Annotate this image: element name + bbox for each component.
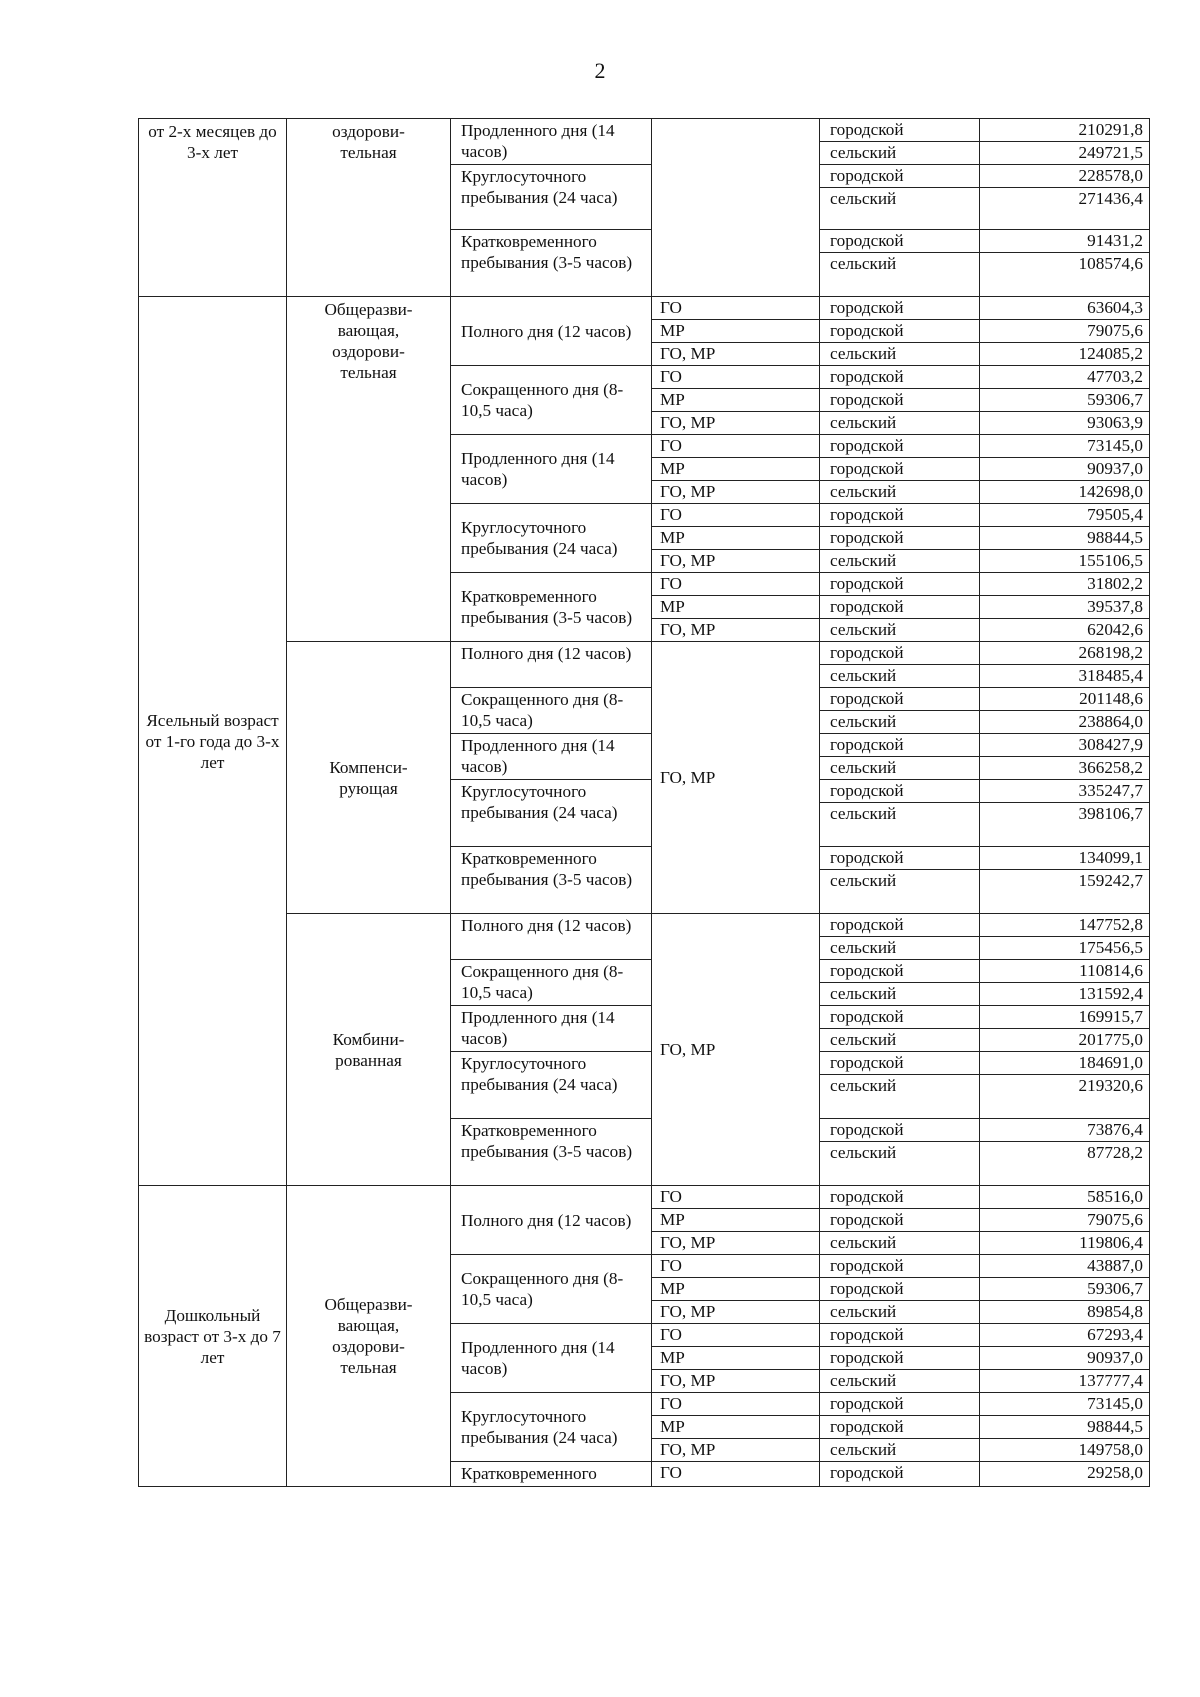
value-cell: 238864,0 bbox=[980, 711, 1150, 734]
settlement-cell: городской bbox=[820, 297, 980, 320]
settlement-cell: городской bbox=[820, 960, 980, 983]
settlement-cell: городской bbox=[820, 389, 980, 412]
value-cell: 31802,2 bbox=[980, 573, 1150, 596]
value-cell: 124085,2 bbox=[980, 343, 1150, 366]
page-number: 2 bbox=[594, 58, 606, 83]
mode-cell: Круглосуточного пребывания (24 часа) bbox=[451, 1052, 652, 1119]
settlement-cell: городской bbox=[820, 1278, 980, 1301]
mode-cell: Кратковременного пребывания (3-5 часов) bbox=[451, 847, 652, 914]
value-cell: 59306,7 bbox=[980, 1278, 1150, 1301]
value-cell: 175456,5 bbox=[980, 937, 1150, 960]
settlement-cell: городской bbox=[820, 458, 980, 481]
municipality-type-cell: ГО, МР bbox=[652, 481, 820, 504]
value-cell: 47703,2 bbox=[980, 366, 1150, 389]
mode-cell: Продленного дня (14 часов) bbox=[451, 119, 652, 165]
age-group-cell: Дошкольный возраст от 3-х до 7 лет bbox=[139, 1186, 287, 1487]
settlement-cell: сельский bbox=[820, 550, 980, 573]
municipality-type-cell: ГО bbox=[652, 366, 820, 389]
mode-cell: Кратковременного пребывания (3-5 часов) bbox=[451, 230, 652, 297]
settlement-cell: городской bbox=[820, 165, 980, 188]
settlement-cell: сельский bbox=[820, 1232, 980, 1255]
municipality-type-cell: МР bbox=[652, 1209, 820, 1232]
municipality-type-cell: ГО, МР bbox=[652, 550, 820, 573]
settlement-cell: сельский bbox=[820, 1370, 980, 1393]
value-cell: 98844,5 bbox=[980, 527, 1150, 550]
settlement-cell: сельский bbox=[820, 757, 980, 780]
mode-cell: Круглосуточного пребывания (24 часа) bbox=[451, 1393, 652, 1462]
settlement-cell: городской bbox=[820, 914, 980, 937]
municipality-type-cell: ГО bbox=[652, 1462, 820, 1487]
mode-cell: Круглосуточного пребывания (24 часа) bbox=[451, 504, 652, 573]
value-cell: 108574,6 bbox=[980, 253, 1150, 297]
value-cell: 210291,8 bbox=[980, 119, 1150, 142]
mode-cell: Круглосуточного пребывания (24 часа) bbox=[451, 165, 652, 230]
municipality-type-cell: ГО, МР bbox=[652, 412, 820, 435]
municipality-type-cell bbox=[652, 119, 820, 297]
settlement-cell: сельский bbox=[820, 665, 980, 688]
value-cell: 59306,7 bbox=[980, 389, 1150, 412]
municipality-type-cell: ГО bbox=[652, 1186, 820, 1209]
value-cell: 169915,7 bbox=[980, 1006, 1150, 1029]
municipality-type-cell: ГО bbox=[652, 297, 820, 320]
municipality-type-cell: ГО bbox=[652, 573, 820, 596]
value-cell: 90937,0 bbox=[980, 1347, 1150, 1370]
mode-cell: Круглосуточного пребывания (24 часа) bbox=[451, 780, 652, 847]
focus-cell: Общеразви- вающая, оздорови- тельная bbox=[287, 297, 451, 642]
settlement-cell: городской bbox=[820, 527, 980, 550]
mode-cell: Кратковременного пребывания (3-5 часов) bbox=[451, 573, 652, 642]
settlement-cell: сельский bbox=[820, 1029, 980, 1052]
municipality-type-cell: МР bbox=[652, 458, 820, 481]
settlement-cell: сельский bbox=[820, 142, 980, 165]
mode-cell: Сокращенного дня (8-10,5 часа) bbox=[451, 688, 652, 734]
mode-cell: Продленного дня (14 часов) bbox=[451, 1324, 652, 1393]
municipality-type-cell: МР bbox=[652, 1416, 820, 1439]
value-cell: 142698,0 bbox=[980, 481, 1150, 504]
value-cell: 90937,0 bbox=[980, 458, 1150, 481]
value-cell: 119806,4 bbox=[980, 1232, 1150, 1255]
settlement-cell: городской bbox=[820, 847, 980, 870]
focus-cell: Компенси- рующая bbox=[287, 642, 451, 914]
municipality-type-cell: МР bbox=[652, 1278, 820, 1301]
value-cell: 335247,7 bbox=[980, 780, 1150, 803]
focus-cell: Комбини- рованная bbox=[287, 914, 451, 1186]
value-cell: 39537,8 bbox=[980, 596, 1150, 619]
value-cell: 89854,8 bbox=[980, 1301, 1150, 1324]
settlement-cell: сельский bbox=[820, 343, 980, 366]
municipality-type-cell: ГО, МР bbox=[652, 1301, 820, 1324]
table-row bbox=[139, 914, 1150, 937]
settlement-cell: городской bbox=[820, 1393, 980, 1416]
municipality-type-cell: ГО bbox=[652, 1324, 820, 1347]
settlement-cell: сельский bbox=[820, 1142, 980, 1186]
value-cell: 58516,0 bbox=[980, 1186, 1150, 1209]
value-cell: 308427,9 bbox=[980, 734, 1150, 757]
value-cell: 62042,6 bbox=[980, 619, 1150, 642]
settlement-cell: городской bbox=[820, 1052, 980, 1075]
settlement-cell: городской bbox=[820, 119, 980, 142]
value-cell: 63604,3 bbox=[980, 297, 1150, 320]
settlement-cell: городской bbox=[820, 1186, 980, 1209]
mode-cell: Полного дня (12 часов) bbox=[451, 1186, 652, 1255]
settlement-cell: городской bbox=[820, 780, 980, 803]
value-cell: 366258,2 bbox=[980, 757, 1150, 780]
settlement-cell: городской bbox=[820, 1255, 980, 1278]
cost-table bbox=[138, 118, 1150, 1487]
value-cell: 73876,4 bbox=[980, 1119, 1150, 1142]
mode-cell: Полного дня (12 часов) bbox=[451, 642, 652, 688]
table-row bbox=[139, 642, 1150, 665]
age-group-cell: от 2-х месяцев до 3-х лет bbox=[139, 119, 287, 297]
mode-cell: Сокращенного дня (8-10,5 часа) bbox=[451, 960, 652, 1006]
settlement-cell: сельский bbox=[820, 711, 980, 734]
municipality-type-cell: МР bbox=[652, 389, 820, 412]
value-cell: 184691,0 bbox=[980, 1052, 1150, 1075]
value-cell: 93063,9 bbox=[980, 412, 1150, 435]
settlement-cell: сельский bbox=[820, 188, 980, 230]
settlement-cell: сельский bbox=[820, 481, 980, 504]
value-cell: 87728,2 bbox=[980, 1142, 1150, 1186]
mode-cell: Кратковременного bbox=[451, 1462, 652, 1487]
settlement-cell: городской bbox=[820, 366, 980, 389]
focus-cell: Общеразви- вающая, оздорови- тельная bbox=[287, 1186, 451, 1487]
settlement-cell: городской bbox=[820, 734, 980, 757]
mode-cell: Полного дня (12 часов) bbox=[451, 297, 652, 366]
settlement-cell: сельский bbox=[820, 937, 980, 960]
focus-cell: оздорови- тельная bbox=[287, 119, 451, 297]
settlement-cell: сельский bbox=[820, 1439, 980, 1462]
settlement-cell: сельский bbox=[820, 1301, 980, 1324]
age-group-cell: Ясельный возраст от 1-го года до 3-х лет bbox=[139, 297, 287, 1186]
value-cell: 29258,0 bbox=[980, 1462, 1150, 1487]
settlement-cell: городской bbox=[820, 642, 980, 665]
value-cell: 249721,5 bbox=[980, 142, 1150, 165]
municipality-type-cell: ГО, МР bbox=[652, 642, 820, 914]
municipality-type-cell: ГО bbox=[652, 1393, 820, 1416]
settlement-cell: сельский bbox=[820, 1075, 980, 1119]
municipality-type-cell: ГО, МР bbox=[652, 1232, 820, 1255]
municipality-type-cell: ГО bbox=[652, 435, 820, 458]
municipality-type-cell: МР bbox=[652, 596, 820, 619]
value-cell: 228578,0 bbox=[980, 165, 1150, 188]
settlement-cell: сельский bbox=[820, 412, 980, 435]
settlement-cell: сельский bbox=[820, 870, 980, 914]
municipality-type-cell: ГО, МР bbox=[652, 1370, 820, 1393]
value-cell: 98844,5 bbox=[980, 1416, 1150, 1439]
value-cell: 91431,2 bbox=[980, 230, 1150, 253]
mode-cell: Полного дня (12 часов) bbox=[451, 914, 652, 960]
table-row bbox=[139, 1186, 1150, 1209]
settlement-cell: городской bbox=[820, 1324, 980, 1347]
settlement-cell: городской bbox=[820, 1462, 980, 1487]
settlement-cell: городской bbox=[820, 1119, 980, 1142]
municipality-type-cell: ГО, МР bbox=[652, 343, 820, 366]
value-cell: 73145,0 bbox=[980, 1393, 1150, 1416]
table-row bbox=[139, 297, 1150, 320]
settlement-cell: городской bbox=[820, 504, 980, 527]
settlement-cell: городской bbox=[820, 320, 980, 343]
settlement-cell: сельский bbox=[820, 619, 980, 642]
value-cell: 134099,1 bbox=[980, 847, 1150, 870]
value-cell: 155106,5 bbox=[980, 550, 1150, 573]
value-cell: 159242,7 bbox=[980, 870, 1150, 914]
settlement-cell: городской bbox=[820, 435, 980, 458]
settlement-cell: сельский bbox=[820, 983, 980, 1006]
value-cell: 271436,4 bbox=[980, 188, 1150, 230]
municipality-type-cell: ГО, МР bbox=[652, 914, 820, 1186]
value-cell: 268198,2 bbox=[980, 642, 1150, 665]
settlement-cell: городской bbox=[820, 573, 980, 596]
municipality-type-cell: МР bbox=[652, 320, 820, 343]
municipality-type-cell: МР bbox=[652, 1347, 820, 1370]
value-cell: 79505,4 bbox=[980, 504, 1150, 527]
value-cell: 79075,6 bbox=[980, 1209, 1150, 1232]
municipality-type-cell: ГО, МР bbox=[652, 1439, 820, 1462]
settlement-cell: городской bbox=[820, 688, 980, 711]
value-cell: 149758,0 bbox=[980, 1439, 1150, 1462]
municipality-type-cell: ГО bbox=[652, 504, 820, 527]
mode-cell: Продленного дня (14 часов) bbox=[451, 1006, 652, 1052]
mode-cell: Кратковременного пребывания (3-5 часов) bbox=[451, 1119, 652, 1186]
value-cell: 147752,8 bbox=[980, 914, 1150, 937]
municipality-type-cell: МР bbox=[652, 527, 820, 550]
settlement-cell: городской bbox=[820, 596, 980, 619]
settlement-cell: городской bbox=[820, 1006, 980, 1029]
municipality-type-cell: ГО, МР bbox=[652, 619, 820, 642]
value-cell: 201775,0 bbox=[980, 1029, 1150, 1052]
value-cell: 398106,7 bbox=[980, 803, 1150, 847]
value-cell: 67293,4 bbox=[980, 1324, 1150, 1347]
settlement-cell: городской bbox=[820, 230, 980, 253]
municipality-type-cell: ГО bbox=[652, 1255, 820, 1278]
value-cell: 219320,6 bbox=[980, 1075, 1150, 1119]
mode-cell: Сокращенного дня (8-10,5 часа) bbox=[451, 1255, 652, 1324]
value-cell: 73145,0 bbox=[980, 435, 1150, 458]
mode-cell: Продленного дня (14 часов) bbox=[451, 435, 652, 504]
value-cell: 110814,6 bbox=[980, 960, 1150, 983]
mode-cell: Продленного дня (14 часов) bbox=[451, 734, 652, 780]
mode-cell: Сокращенного дня (8-10,5 часа) bbox=[451, 366, 652, 435]
table-row bbox=[139, 119, 1150, 142]
value-cell: 137777,4 bbox=[980, 1370, 1150, 1393]
value-cell: 79075,6 bbox=[980, 320, 1150, 343]
settlement-cell: городской bbox=[820, 1347, 980, 1370]
value-cell: 131592,4 bbox=[980, 983, 1150, 1006]
value-cell: 318485,4 bbox=[980, 665, 1150, 688]
settlement-cell: сельский bbox=[820, 803, 980, 847]
settlement-cell: сельский bbox=[820, 253, 980, 297]
settlement-cell: городской bbox=[820, 1416, 980, 1439]
value-cell: 43887,0 bbox=[980, 1255, 1150, 1278]
settlement-cell: городской bbox=[820, 1209, 980, 1232]
value-cell: 201148,6 bbox=[980, 688, 1150, 711]
